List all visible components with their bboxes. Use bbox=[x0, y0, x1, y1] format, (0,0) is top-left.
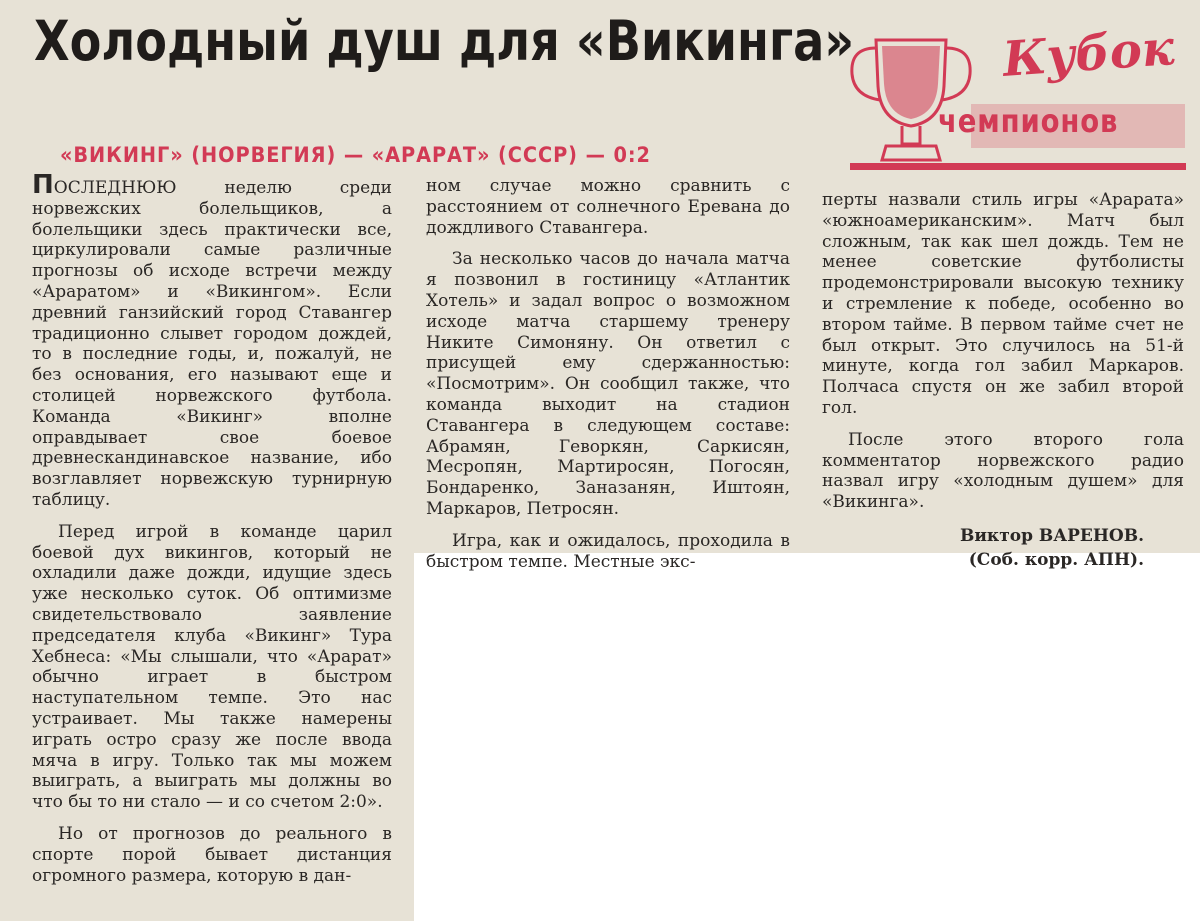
logo-word-champions: чемпионов bbox=[938, 102, 1119, 140]
paragraph: За несколько часов до начала матча я позвонил в гостиницу «Атлантик Хотель» и задал вопрос о возможном исходе матча старшему тренеру Никите Симоняну. Он ответил с присущей ему сдержанностью: «Посмотрим». Он сообщил также, что команда выходит на стадион Ставангера в следующем составе: Абрамян, Геворкян, Саркисян, Месропян, Мартиросян, Погосян, Бондаренко, Заназанян, Иштоян, Маркаров, Петросян. bbox=[426, 249, 790, 519]
author-name: Виктор ВАРЕНОВ. bbox=[959, 525, 1144, 546]
paragraph-text: ОСЛЕДНЮЮ неделю среди норвежских болельщиков, а болельщики здесь практически все, циркулировали самые различные прогнозы об исходе встречи между «Араратом» и «Викингом». Если древний ганзийский город Ставангер традиционно слывет городом дождей, то в последние годы, и, пожалуй, не без основания, его называют еще и столицей норвежского футбола. Команда «Викинг» вполне оправдывает свое боевое древнескандинавское название, ибо возглавляет норвежскую турнирную таблицу. bbox=[32, 178, 392, 510]
paragraph: Перед игрой в команде царил боевой дух викингов, который не охладили даже дожди, идущие здесь уже несколько суток. Об оптимизме свидетельствовало заявление председателя клуба «Викинг» Тура Хебнеса: «Мы слышали, что «Арарат» обычно играет в быстром наступательном темпе. Это нас устраивает. Мы также намерены играть остро сразу же после ввода мяча в игру. Только так мы можем выиграть, а выиграть мы должны во что бы то ни стало — и со счетом 2:0». bbox=[32, 521, 392, 813]
paragraph: ном случае можно сравнить с расстоянием от солнечного Еревана до дождливого Ставангера. bbox=[426, 176, 790, 238]
champions-cup-logo bbox=[846, 20, 1190, 176]
article-column-1 bbox=[32, 170, 392, 897]
paragraph: Но от прогнозов до реального в спорте порой бывает дистанция огромного размера, которую в дан- bbox=[32, 823, 392, 886]
paragraph bbox=[32, 170, 392, 511]
logo-word-cup: Кубок bbox=[1001, 20, 1177, 88]
drop-cap: П bbox=[32, 170, 54, 200]
paragraph: Игра, как и ожидалось, проходила в быстром темпе. Местные экс- bbox=[426, 530, 790, 572]
paragraph: После этого второго гола комментатор норвежского радио назвал игру «холодным душем» для «Викинга». bbox=[822, 429, 1184, 513]
article-column-3 bbox=[822, 190, 1184, 572]
author-role: (Соб. корр. АПН). bbox=[968, 549, 1144, 570]
article-column-2 bbox=[426, 176, 790, 583]
paragraph: перты назвали стиль игры «Арарата» «южноамериканским». Матч был сложным, так как шел дождь. Тем не менее советские футболисты продемонстрировали высокую технику и стремление к победе, особенно во втором тайме. В первом тайме счет не был открыт. Это случилось на 51-й минуте, когда гол забил Маркаров. Полчаса спустя он же забил второй гол. bbox=[822, 190, 1184, 418]
match-score-line: «ВИКИНГ» (НОРВЕГИЯ) — «АРАРАТ» (СССР) — 0:2 bbox=[60, 143, 651, 167]
article-headline: Холодный душ для «Викинга» bbox=[34, 9, 855, 73]
